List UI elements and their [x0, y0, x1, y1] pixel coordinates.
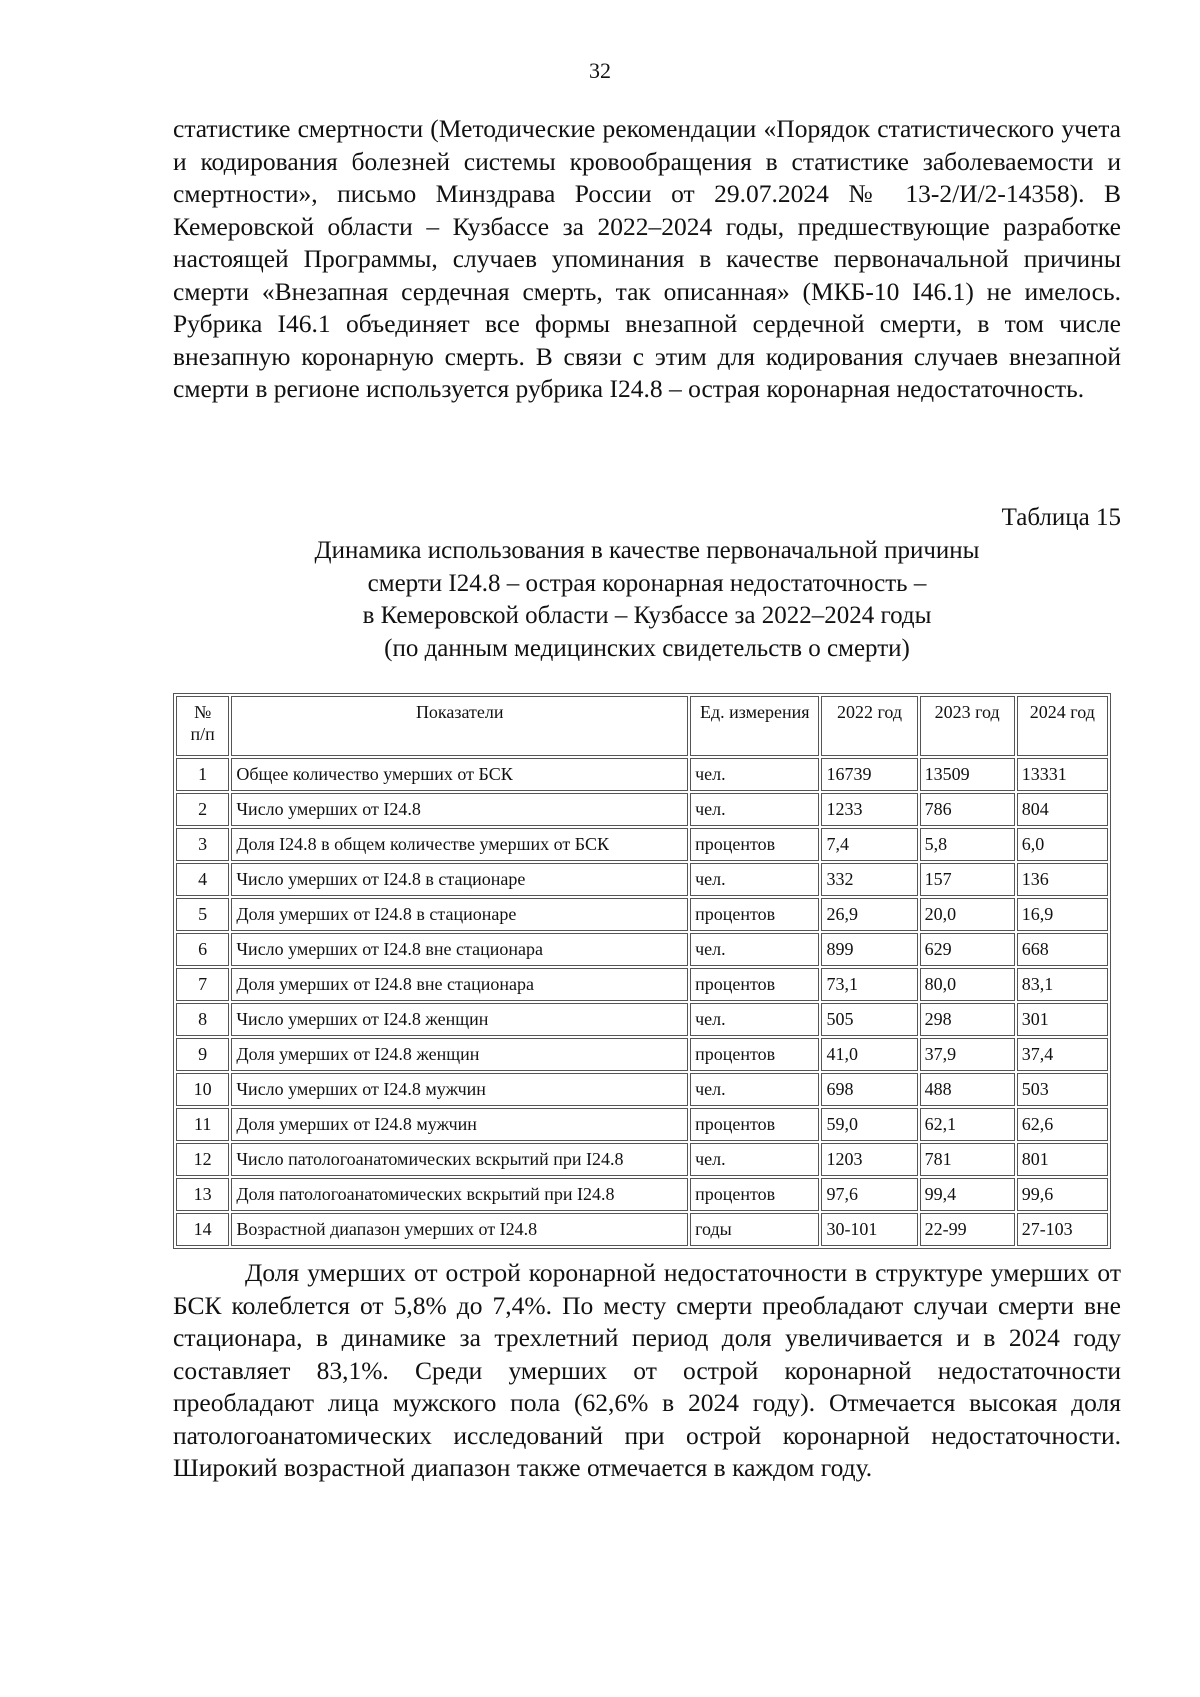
- row-value-2023: 99,4: [920, 1178, 1015, 1211]
- row-unit: чел.: [690, 863, 819, 896]
- table-caption-line: Динамика использования в качестве первоначальной причины: [314, 537, 980, 564]
- row-number: 7: [176, 968, 229, 1001]
- row-value-2022: 16739: [821, 758, 917, 791]
- table-row: [176, 1108, 1108, 1141]
- table-row: [176, 1038, 1108, 1071]
- row-number: 6: [176, 933, 229, 966]
- row-value-2022: 505: [821, 1003, 917, 1036]
- row-unit: процентов: [690, 828, 819, 861]
- row-value-2024: 6,0: [1017, 828, 1108, 861]
- row-unit: процентов: [690, 1178, 819, 1211]
- row-value-2024: 801: [1017, 1143, 1108, 1176]
- row-unit: чел.: [690, 1143, 819, 1176]
- row-value-2022: 73,1: [821, 968, 917, 1001]
- table-row: [176, 1213, 1108, 1246]
- row-value-2022: 59,0: [821, 1108, 917, 1141]
- header-number-abbrev: п/п: [190, 724, 215, 744]
- row-number: 10: [176, 1073, 229, 1106]
- row-value-2022: 1203: [821, 1143, 917, 1176]
- row-unit: чел.: [690, 933, 819, 966]
- row-value-2024: 804: [1017, 793, 1108, 826]
- row-value-2024: 99,6: [1017, 1178, 1108, 1211]
- table-row: [176, 828, 1108, 861]
- row-indicator: Число умерших от I24.8: [231, 793, 688, 826]
- row-indicator: Доля умерших от I24.8 в стационаре: [231, 898, 688, 931]
- row-value-2024: 27-103: [1017, 1213, 1108, 1246]
- table-row: [176, 863, 1108, 896]
- row-unit: процентов: [690, 968, 819, 1001]
- table-caption-line: в Кемеровской области – Кузбассе за 2022–2024 годы: [362, 602, 932, 629]
- row-value-2023: 20,0: [920, 898, 1015, 931]
- table-row: [176, 933, 1108, 966]
- row-value-2024: 668: [1017, 933, 1108, 966]
- statistics-table: [173, 693, 1111, 1249]
- table-row: [176, 758, 1108, 791]
- row-indicator: Доля умерших от I24.8 женщин: [231, 1038, 688, 1071]
- row-value-2023: 781: [920, 1143, 1015, 1176]
- table-header: [176, 696, 1108, 756]
- row-unit: годы: [690, 1213, 819, 1246]
- row-indicator: Число умерших от I24.8 в стационаре: [231, 863, 688, 896]
- row-value-2022: 41,0: [821, 1038, 917, 1071]
- row-value-2023: 488: [920, 1073, 1015, 1106]
- row-number: 1: [176, 758, 229, 791]
- header-number-symbol: №: [194, 702, 212, 722]
- row-value-2023: 298: [920, 1003, 1015, 1036]
- row-value-2023: 22-99: [920, 1213, 1015, 1246]
- row-value-2022: 332: [821, 863, 917, 896]
- header-year-2024: 2024 год: [1017, 696, 1108, 756]
- table-row: [176, 1073, 1108, 1106]
- row-value-2022: 97,6: [821, 1178, 917, 1211]
- table-row: [176, 793, 1108, 826]
- table-caption-line: (по данным медицинских свидетельств о смерти): [384, 634, 910, 662]
- row-indicator: Число умерших от I24.8 женщин: [231, 1003, 688, 1036]
- row-indicator: Доля умерших от I24.8 вне стационара: [231, 968, 688, 1001]
- header-number: [176, 696, 229, 756]
- header-unit: Ед. измерения: [690, 696, 819, 756]
- row-value-2023: 5,8: [920, 828, 1015, 861]
- row-value-2024: 503: [1017, 1073, 1108, 1106]
- row-value-2022: 7,4: [821, 828, 917, 861]
- row-value-2024: 13331: [1017, 758, 1108, 791]
- row-value-2023: 37,9: [920, 1038, 1015, 1071]
- row-value-2024: 16,9: [1017, 898, 1108, 931]
- row-indicator: Число умерших от I24.8 мужчин: [231, 1073, 688, 1106]
- row-number: 3: [176, 828, 229, 861]
- row-value-2022: 30-101: [821, 1213, 917, 1246]
- row-number: 14: [176, 1213, 229, 1246]
- row-indicator: Возрастной диапазон умерших от I24.8: [231, 1213, 688, 1246]
- row-indicator: Общее количество умерших от БСК: [231, 758, 688, 791]
- row-value-2024: 83,1: [1017, 968, 1108, 1001]
- table-caption-line: смерти I24.8 – острая коронарная недостаточность –: [367, 569, 927, 597]
- table-row: [176, 968, 1108, 1001]
- row-number: 4: [176, 863, 229, 896]
- header-indicator: Показатели: [231, 696, 688, 756]
- conclusion-paragraph: Доля умерших от острой коронарной недостаточности в структуре умерших от БСК колеблется от 5,8% до 7,4%. По месту смерти преобладают случаи смерти вне стационара, в динамике за трехлетний период доля увеличивается и в 2024 году составляет 83,1%. Среди умерших от острой коронарной недостаточности преобладают лица мужского пола (62,6% в 2024 году). Отмечается высокая доля патологоанатомических исследований при острой коронарной недостаточности. Широкий возрастной диапазон также отмечается в каждом году.: [173, 1258, 1121, 1482]
- row-number: 8: [176, 1003, 229, 1036]
- row-unit: процентов: [690, 1038, 819, 1071]
- row-value-2023: 786: [920, 793, 1015, 826]
- row-value-2023: 62,1: [920, 1108, 1015, 1141]
- row-indicator: Доля I24.8 в общем количестве умерших от БСК: [231, 828, 688, 861]
- row-indicator: Число патологоанатомических вскрытий при I24.8: [231, 1143, 688, 1176]
- row-value-2023: 629: [920, 933, 1015, 966]
- row-unit: чел.: [690, 1073, 819, 1106]
- row-unit: чел.: [690, 793, 819, 826]
- row-value-2023: 157: [920, 863, 1015, 896]
- row-indicator: Доля патологоанатомических вскрытий при I24.8: [231, 1178, 688, 1211]
- table-body: [176, 758, 1108, 1246]
- row-value-2022: 698: [821, 1073, 917, 1106]
- table-row: [176, 898, 1108, 931]
- row-number: 2: [176, 793, 229, 826]
- row-value-2023: 80,0: [920, 968, 1015, 1001]
- row-unit: процентов: [690, 1108, 819, 1141]
- row-unit: чел.: [690, 1003, 819, 1036]
- table-header-row: [176, 696, 1108, 756]
- row-number: 13: [176, 1178, 229, 1211]
- row-value-2024: 136: [1017, 863, 1108, 896]
- table-row: [176, 1178, 1108, 1211]
- row-value-2024: 62,6: [1017, 1108, 1108, 1141]
- row-value-2023: 13509: [920, 758, 1015, 791]
- table-label: Таблица 15: [1001, 504, 1121, 531]
- table-row: [176, 1003, 1108, 1036]
- row-value-2024: 301: [1017, 1003, 1108, 1036]
- row-indicator: Число умерших от I24.8 вне стационара: [231, 933, 688, 966]
- row-unit: чел.: [690, 758, 819, 791]
- row-value-2022: 1233: [821, 793, 917, 826]
- row-value-2022: 899: [821, 933, 917, 966]
- row-value-2024: 37,4: [1017, 1038, 1108, 1071]
- row-number: 9: [176, 1038, 229, 1071]
- table-row: [176, 1143, 1108, 1176]
- header-year-2023: 2023 год: [920, 696, 1015, 756]
- row-number: 11: [176, 1108, 229, 1141]
- intro-paragraph: статистике смертности (Методические рекомендации «Порядок статистического учета и кодирования болезней системы кровообращения в статистике заболеваемости и смертности», письмо Минздрава России от 29.07.2024 № 13-2/И/2-14358). В Кемеровской области – Кузбассе за 2022–2024 годы, предшествующие разработке настоящей Программы, случаев упоминания в качестве первоначальной причины смерти «Внезапная сердечная смерть, так описанная» (МКБ-10 I46.1) не имелось. Рубрика I46.1 объединяет все формы внезапной сердечной смерти, в том числе внезапную коронарную смерть. В связи с этим для кодирования случаев внезапной смерти в регионе используется рубрика I24.8 – острая коронарная недостаточность.: [173, 114, 1121, 403]
- row-number: 12: [176, 1143, 229, 1176]
- row-indicator: Доля умерших от I24.8 мужчин: [231, 1108, 688, 1141]
- row-number: 5: [176, 898, 229, 931]
- row-unit: процентов: [690, 898, 819, 931]
- table-caption: [173, 535, 1121, 665]
- row-value-2022: 26,9: [821, 898, 917, 931]
- header-year-2022: 2022 год: [821, 696, 917, 756]
- page-number: 32: [589, 58, 611, 83]
